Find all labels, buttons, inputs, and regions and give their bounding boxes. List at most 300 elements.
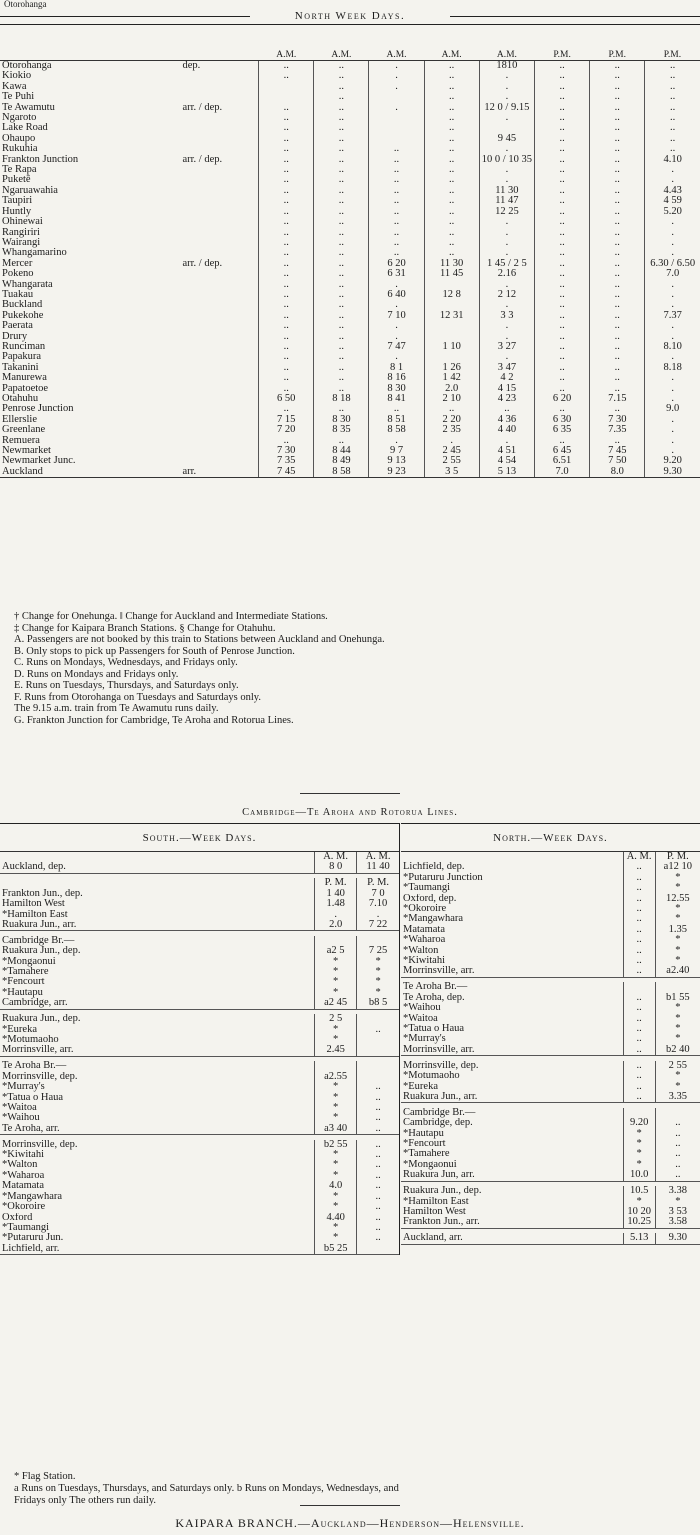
time-cell: b1 55 — [655, 993, 700, 1003]
time-cell — [424, 321, 479, 331]
time-cell: .. — [424, 404, 479, 414]
station-name: Buckland — [2, 300, 43, 311]
dots-cell — [604, 1082, 623, 1092]
time-cell: .. — [259, 71, 314, 81]
time-cell: 6 35 — [535, 425, 590, 435]
dots-cell — [295, 1061, 315, 1071]
dots-cell — [295, 1244, 315, 1255]
dots-cell — [604, 904, 623, 914]
station-name: Whangamarino — [2, 248, 67, 259]
time-cell: . — [479, 113, 534, 123]
time-cell: .. — [623, 862, 655, 872]
dots-cell — [295, 1025, 315, 1035]
branch-row — [0, 1181, 399, 1191]
time-cell: 4 51 — [479, 446, 534, 456]
time-cell: 3 27 — [479, 342, 534, 352]
station-name: Ruakura Jun, arr. — [401, 1170, 604, 1181]
branch-row — [0, 1035, 399, 1045]
time-cell: .. — [259, 155, 314, 165]
branch-row — [0, 1140, 399, 1150]
time-cell: 6 45 — [535, 446, 590, 456]
time-cell: .. — [590, 321, 645, 331]
station-name: Morrinsville, dep. — [2, 1139, 78, 1150]
branch-row — [401, 966, 700, 977]
time-cell: .. — [424, 155, 479, 165]
blank-cell — [0, 852, 295, 862]
time-cell: . — [357, 910, 399, 920]
branch-row — [401, 1003, 700, 1013]
time-cell: .. — [314, 175, 369, 185]
time-cell: . — [645, 300, 700, 310]
branch-row — [0, 899, 399, 909]
time-cell: 3 47 — [479, 363, 534, 373]
time-cell: .. — [259, 373, 314, 383]
dots-cell — [604, 1003, 623, 1013]
timetable-row — [0, 228, 700, 238]
time-cell: a3 40 — [315, 1124, 357, 1135]
direction-label — [180, 71, 258, 81]
branch-row — [401, 1139, 700, 1149]
station-name: *Murray's — [403, 1034, 446, 1045]
station-name: Papakura — [2, 352, 42, 363]
time-cell — [357, 1014, 399, 1024]
blank-cell — [295, 878, 315, 888]
time-cell: .. — [314, 238, 369, 248]
branch-row — [401, 1045, 700, 1056]
north-panel-heading: North.—Week Days. — [401, 824, 700, 852]
direction-label: arr. / dep. — [182, 102, 223, 113]
time-cell: . — [645, 332, 700, 342]
time-cell: .. — [424, 144, 479, 154]
time-cell: .. — [535, 238, 590, 248]
time-cell: .. — [535, 290, 590, 300]
timetable-row — [0, 82, 700, 92]
am-pm-label: P. M. — [357, 878, 399, 888]
time-cell: a2.40 — [655, 966, 700, 977]
time-cell: .. — [590, 196, 645, 206]
time-cell: . — [424, 436, 479, 446]
time-cell: .. — [535, 363, 590, 373]
branch-row — [401, 1024, 700, 1034]
time-cell: . — [369, 352, 424, 362]
time-cell: .. — [314, 311, 369, 321]
station-name: Remuera — [2, 435, 40, 446]
time-cell — [623, 982, 655, 992]
am-pm-label: A. M. — [315, 852, 357, 862]
station-name: Ohinewai — [2, 217, 43, 228]
time-cell: .. — [655, 1149, 700, 1159]
time-cell: * — [655, 873, 700, 883]
time-cell: .. — [623, 1061, 655, 1071]
time-cell: * — [315, 1150, 357, 1160]
dots-cell — [295, 1140, 315, 1150]
timetable-row — [0, 290, 700, 300]
time-cell: . — [369, 300, 424, 310]
station-name: Rukuhia — [2, 144, 38, 155]
time-cell: * — [655, 1071, 700, 1081]
time-cell: 12 31 — [424, 311, 479, 321]
time-cell: .. — [590, 248, 645, 258]
time-cell: 4.0 — [315, 1181, 357, 1191]
dots-cell — [295, 946, 315, 956]
station-name: Ruakura Jun., dep. — [2, 946, 81, 957]
time-cell: .. — [259, 207, 314, 217]
time-cell: . — [645, 446, 700, 456]
dots-cell — [604, 1092, 623, 1103]
time-cell: .. — [623, 1003, 655, 1013]
time-cell: * — [623, 1129, 655, 1139]
time-cell: .. — [590, 103, 645, 113]
station-name: Otorohanga — [2, 60, 52, 71]
station-name: Penrose Junction — [2, 404, 74, 415]
time-cell: 7 45 — [259, 467, 314, 478]
time-cell: .. — [535, 207, 590, 217]
dots-cell — [604, 982, 623, 992]
station-name: *Walton — [403, 945, 439, 956]
time-cell: 7.37 — [645, 311, 700, 321]
time-cell: .. — [623, 935, 655, 945]
timetable-row — [0, 269, 700, 279]
time-cell: 4 59 — [645, 196, 700, 206]
branch-row — [401, 925, 700, 935]
time-column-header: P.M. — [590, 25, 645, 61]
timetable-row — [0, 425, 700, 435]
time-cell — [357, 1035, 399, 1045]
station-name: Te Awamutu — [2, 102, 55, 113]
time-cell: 2 10 — [424, 394, 479, 404]
time-cell: * — [655, 904, 700, 914]
timetable-row — [0, 248, 700, 258]
time-cell: * — [315, 1035, 357, 1045]
branch-row — [0, 910, 399, 920]
time-cell: .. — [369, 217, 424, 227]
branch-row — [401, 1014, 700, 1024]
time-cell — [479, 123, 534, 133]
time-cell: .. — [357, 1181, 399, 1191]
time-cell: .. — [535, 352, 590, 362]
time-cell: .. — [623, 1045, 655, 1056]
time-cell: .. — [590, 186, 645, 196]
time-cell: 12 0 / 9.15 — [479, 103, 534, 113]
dots-cell — [295, 1213, 315, 1223]
time-cell: . — [479, 280, 534, 290]
branch-row — [0, 1113, 399, 1123]
time-cell: 1.35 — [655, 925, 700, 935]
time-cell: .. — [259, 311, 314, 321]
time-cell: . — [645, 228, 700, 238]
time-cell: .. — [424, 71, 479, 81]
time-cell: .. — [623, 946, 655, 956]
footnote-line: * Flag Station. — [14, 1471, 76, 1482]
station-name: *Putaruru Junction — [403, 872, 483, 883]
time-cell: 1.48 — [315, 899, 357, 909]
station-name: Lake Road — [2, 123, 48, 134]
time-cell: .. — [357, 1082, 399, 1092]
time-cell: .. — [535, 196, 590, 206]
dots-cell — [604, 862, 623, 872]
direction-label — [180, 311, 258, 321]
station-name: Ruakura Jun., dep. — [403, 1186, 482, 1197]
station-name: *Okoroire — [2, 1202, 46, 1213]
station-name: Ngaroto — [2, 113, 37, 124]
branch-row — [0, 1150, 399, 1160]
branch-row — [401, 914, 700, 924]
time-cell: . — [369, 321, 424, 331]
station-name: *Motumaoho — [403, 1071, 460, 1082]
branch-row — [0, 889, 399, 899]
time-cell: .. — [314, 342, 369, 352]
timetable-row — [0, 238, 700, 248]
north-branch-timetable — [401, 852, 700, 1245]
timetable-row — [0, 134, 700, 144]
kaipara-branch-title: KAIPARA BRANCH.—Auckland—Henderson—Helensville. — [175, 1516, 525, 1530]
time-cell: 4 15 — [479, 384, 534, 394]
dots-cell — [604, 925, 623, 935]
north-timetable — [0, 24, 700, 478]
time-cell: 12 25 — [479, 207, 534, 217]
time-cell: .. — [535, 332, 590, 342]
dots-cell — [604, 1034, 623, 1044]
branch-row — [0, 1171, 399, 1181]
station-name: Te Aroha, arr. — [0, 1124, 295, 1135]
time-cell: .. — [314, 71, 369, 81]
branch-row — [401, 993, 700, 1003]
station-name: Cambridge Br.— — [2, 935, 75, 946]
timetable-row — [0, 311, 700, 321]
time-cell: .. — [259, 228, 314, 238]
dots-cell — [295, 1192, 315, 1202]
time-cell: 4 54 — [479, 456, 534, 466]
time-cell: .. — [259, 196, 314, 206]
time-cell: .. — [314, 269, 369, 279]
time-cell: . — [479, 71, 534, 81]
dots-cell — [295, 1014, 315, 1024]
time-cell: * — [623, 1149, 655, 1159]
time-cell: 10.25 — [623, 1217, 655, 1228]
dots-cell — [295, 936, 315, 946]
time-cell: .. — [590, 144, 645, 154]
time-cell: .. — [535, 155, 590, 165]
branch-row — [401, 1071, 700, 1081]
dots-cell — [604, 883, 623, 893]
time-cell: 3.38 — [655, 1186, 700, 1196]
dots-cell — [604, 1139, 623, 1149]
time-cell: 6 30 — [535, 415, 590, 425]
dots-cell — [604, 1149, 623, 1159]
time-cell: 9.20 — [645, 456, 700, 466]
time-cell — [424, 300, 479, 310]
time-cell: 2.0 — [424, 384, 479, 394]
timetable-notes — [14, 611, 700, 726]
time-cell: .. — [314, 61, 369, 72]
time-cell: .. — [623, 873, 655, 883]
time-cell: * — [315, 1202, 357, 1212]
time-cell: . — [645, 248, 700, 258]
station-name: Oxford, dep. — [403, 893, 457, 904]
time-cell: 7 45 — [590, 446, 645, 456]
station-name: Te Aroha Br.— — [2, 1061, 67, 1072]
time-cell: * — [623, 1139, 655, 1149]
time-cell: a2 5 — [315, 946, 357, 956]
time-cell: 7 22 — [357, 920, 399, 931]
time-cell: * — [357, 957, 399, 967]
station-name: *Taumangi — [403, 883, 451, 894]
time-cell: 8 58 — [369, 425, 424, 435]
station-name: Cambridge Br.— — [403, 1107, 476, 1118]
time-cell — [424, 280, 479, 290]
station-name: Frankton Jun., dep. — [2, 888, 83, 899]
branch-row — [401, 862, 700, 872]
time-cell: 2 45 — [424, 446, 479, 456]
timetable-row — [0, 456, 700, 466]
branch-row — [401, 1207, 700, 1217]
time-cell: .. — [590, 92, 645, 102]
time-cell: * — [315, 1093, 357, 1103]
time-cell: .. — [314, 92, 369, 102]
direction-label — [180, 363, 258, 373]
time-cell: a2 45 — [315, 998, 357, 1009]
time-cell: . — [369, 280, 424, 290]
branch-row — [401, 1108, 700, 1118]
time-cell: .. — [623, 1014, 655, 1024]
time-cell: .. — [259, 384, 314, 394]
time-cell: 8.10 — [645, 342, 700, 352]
direction-label — [180, 404, 258, 414]
time-cell: 4.10 — [645, 155, 700, 165]
time-cell: .. — [535, 259, 590, 269]
station-name: Lichfield, dep. — [403, 862, 465, 873]
time-cell: .. — [259, 363, 314, 373]
direction-label — [180, 186, 258, 196]
station-name: Pokeno — [2, 269, 34, 280]
time-cell: .. — [623, 1071, 655, 1081]
time-cell — [424, 332, 479, 342]
time-cell: 7 35 — [259, 456, 314, 466]
station-name: *Waitoa — [2, 1102, 37, 1113]
time-cell: .. — [314, 196, 369, 206]
dots-cell — [604, 1014, 623, 1024]
time-cell: .. — [259, 300, 314, 310]
time-cell: .. — [369, 248, 424, 258]
dots-cell — [295, 862, 315, 873]
time-cell: 1 42 — [424, 373, 479, 383]
station-name: *Murray's — [2, 1082, 45, 1093]
time-cell: 10.0 — [623, 1170, 655, 1181]
time-cell: . — [645, 290, 700, 300]
time-cell: . — [479, 175, 534, 185]
time-cell: .. — [357, 1233, 399, 1243]
timetable-row — [0, 259, 700, 269]
direction-label — [180, 456, 258, 466]
direction-label: arr. / dep. — [182, 154, 223, 165]
direction-label — [180, 144, 258, 154]
time-cell: .. — [314, 165, 369, 175]
station-name: Taupiri — [2, 196, 33, 207]
time-cell: . — [645, 436, 700, 446]
time-cell: .. — [314, 290, 369, 300]
time-cell: * — [315, 1113, 357, 1123]
time-cell: .. — [369, 155, 424, 165]
branch-row — [401, 946, 700, 956]
branch-row — [401, 873, 700, 883]
time-cell: .. — [314, 332, 369, 342]
timetable-body — [0, 61, 700, 478]
time-cell: .. — [357, 1140, 399, 1150]
direction-label — [180, 134, 258, 144]
direction-label — [180, 280, 258, 290]
blank-cell — [295, 852, 315, 862]
time-cell: .. — [535, 165, 590, 175]
time-cell: .. — [259, 144, 314, 154]
time-cell: 2.16 — [479, 269, 534, 279]
time-cell: * — [655, 1082, 700, 1092]
time-cell: .. — [314, 134, 369, 144]
station-name: Morrinsville, arr. — [401, 966, 604, 977]
station-name: Auckland, arr. — [401, 1233, 604, 1244]
station-name: Mercer — [2, 258, 33, 269]
time-cell: 1 26 — [424, 363, 479, 373]
time-cell: .. — [535, 280, 590, 290]
direction-label — [180, 175, 258, 185]
time-cell — [315, 936, 357, 946]
time-cell: 8 35 — [314, 425, 369, 435]
time-cell — [369, 92, 424, 102]
station-name: Runciman — [2, 341, 46, 352]
dots-cell — [295, 1150, 315, 1160]
time-cell — [259, 92, 314, 102]
time-cell: 7.0 — [535, 467, 590, 478]
time-cell: .. — [590, 155, 645, 165]
station-name: Morrinsville, arr. — [0, 1045, 295, 1056]
station-name: Rangiriri — [2, 227, 40, 238]
time-cell: a12 10 — [655, 862, 700, 872]
time-cell: 8.0 — [590, 467, 645, 478]
branch-row — [401, 1160, 700, 1170]
time-cell: .. — [369, 196, 424, 206]
time-cell: * — [357, 988, 399, 998]
timetable-row — [0, 113, 700, 123]
time-cell: 3 3 — [479, 311, 534, 321]
time-cell: 7 47 — [369, 342, 424, 352]
am-pm-label: P. M. — [315, 878, 357, 888]
dots-cell — [604, 894, 623, 904]
time-cell: * — [655, 956, 700, 966]
station-name: *Eureka — [403, 1081, 438, 1092]
dots-cell — [604, 1061, 623, 1071]
time-cell: 5.13 — [623, 1233, 655, 1244]
station-name: Paerata — [2, 321, 33, 332]
time-cell: .. — [590, 165, 645, 175]
time-cell: 11 45 — [424, 269, 479, 279]
time-cell: .. — [535, 71, 590, 81]
time-cell: . — [479, 238, 534, 248]
time-cell: .. — [623, 956, 655, 966]
time-cell: 8 16 — [369, 373, 424, 383]
time-cell: .. — [369, 207, 424, 217]
time-cell: .. — [535, 103, 590, 113]
time-cell: 11 40 — [357, 862, 399, 873]
timetable-row — [0, 446, 700, 456]
time-cell: . — [479, 332, 534, 342]
dots-cell — [295, 1124, 315, 1135]
timetable-row — [0, 467, 700, 478]
timetable-row — [0, 186, 700, 196]
time-cell: .. — [357, 1192, 399, 1202]
time-cell: . — [479, 228, 534, 238]
branch-row — [0, 998, 399, 1009]
time-cell: .. — [357, 1160, 399, 1170]
station-name: Tuakau — [2, 289, 34, 300]
